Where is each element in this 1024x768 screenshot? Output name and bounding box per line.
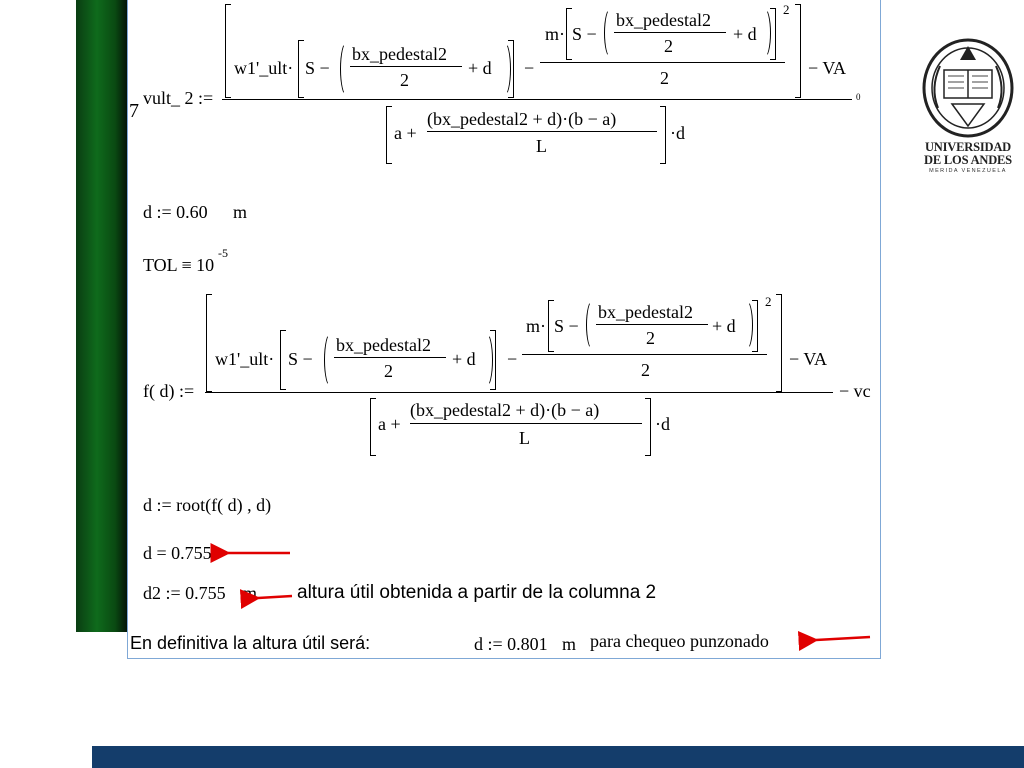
university-seal-icon (918, 38, 1018, 138)
eq1-S: S − (305, 58, 330, 78)
eq1-bx2: bx_pedestal2 (616, 10, 711, 30)
eq2-two: 2 (384, 361, 393, 381)
eq1-plus-d2: + d (733, 24, 757, 44)
eq1-S2: S − (572, 24, 597, 44)
eq1-den-num: (bx_pedestal2 + d)·(b − a) (427, 109, 617, 129)
eq2-den-num: (bx_pedestal2 + d)·(b − a) (410, 400, 600, 420)
d2-assignment: d2 := 0.755 (143, 583, 226, 603)
eq2-minus: − (507, 349, 518, 369)
eq2-den-a: a + (378, 414, 401, 434)
logo-text-line2: DE LOS ANDES (924, 153, 1012, 167)
final-value: d := 0.801 (474, 634, 548, 654)
eq2-lhs: f( d) := (143, 381, 195, 401)
arrow-d2 (258, 596, 292, 598)
eq2-w1: w1'_ult· (215, 349, 275, 369)
arrow-punzonado (816, 637, 870, 640)
eq2-bx2: bx_pedestal2 (598, 302, 693, 322)
root-solve-line: d := root(f( d) , d) (143, 495, 272, 515)
bottom-band (92, 746, 1024, 768)
eq2-den-L: L (519, 428, 530, 448)
final-note: para chequeo punzonado (590, 631, 769, 651)
tol-exponent: -5 (218, 246, 228, 260)
eq2-square: 2 (765, 294, 772, 309)
d-result: d = 0.755 (143, 543, 212, 563)
eq2-bx: bx_pedestal2 (336, 335, 431, 355)
eq1-square: 2 (783, 2, 790, 17)
eq1-den-a: a + (394, 123, 417, 143)
eq2-plus-d: + d (452, 349, 476, 369)
eq1-two3: 2 (660, 68, 669, 88)
eq1-w1: w1'_ult· (234, 58, 294, 78)
eq1-two2: 2 (664, 36, 673, 56)
d-initial-assignment: d := 0.60 (143, 202, 208, 222)
d2-note: altura útil obtenida a partir de la columna 2 (297, 582, 657, 603)
eq1-m: m· (545, 24, 565, 44)
eq2-S2: S − (554, 316, 579, 336)
eq2-plus-d2: + d (712, 316, 736, 336)
d-initial-unit: m (233, 202, 248, 222)
final-unit: m (562, 634, 577, 654)
logo-text-line3: MERIDA VENEZUELA (929, 168, 1007, 174)
logo-text-line1: UNIVERSIDAD (924, 140, 1011, 154)
eq1-den-d: ·d (670, 123, 685, 143)
eq2-tail: − vc (839, 381, 871, 401)
eq2-minus-va: − VA (789, 349, 828, 369)
eq1-minus-va: − VA (808, 58, 847, 78)
university-logo (918, 38, 1018, 178)
eq2-S: S − (288, 349, 313, 369)
eq1-plus-d: + d (468, 58, 492, 78)
eq2-den-d: ·d (655, 414, 670, 434)
final-label: En definitiva la altura útil será: (130, 633, 371, 653)
eq1-minus: − (524, 58, 535, 78)
eq1-bx: bx_pedestal2 (352, 44, 447, 64)
eq1-lhs: vult_ 2 := (143, 88, 214, 108)
eq1-two: 2 (400, 70, 409, 90)
tol-definition: TOL ≡ 10 (143, 255, 215, 275)
line-number: 7 (129, 100, 139, 122)
eq2-m: m· (526, 316, 546, 336)
eq1-tail: 0 (856, 92, 861, 102)
d2-unit: m (243, 583, 258, 603)
eq2-two2: 2 (646, 328, 655, 348)
eq1-den-L: L (536, 136, 547, 156)
eq2-two3: 2 (641, 360, 650, 380)
